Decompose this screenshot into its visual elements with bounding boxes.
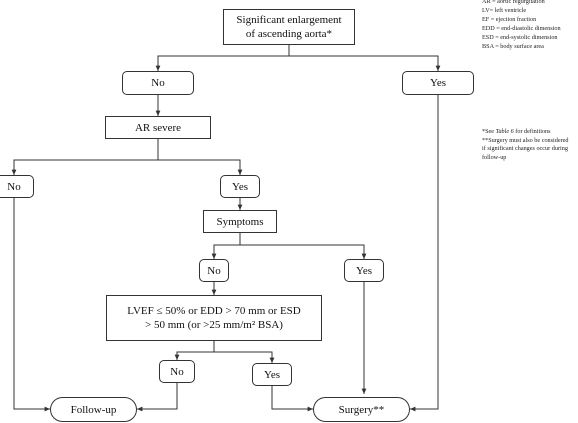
legend-item: EDD = end-diastolic dimension bbox=[482, 25, 561, 32]
connector-ar-to-no bbox=[14, 139, 158, 175]
node-lvef-line-2: > 50 mm (or >25 mm/m² BSA) bbox=[145, 319, 283, 331]
node-follow-up bbox=[50, 397, 137, 422]
node-aorta-enlargement bbox=[223, 9, 355, 45]
node-lvef-criteria bbox=[106, 295, 322, 341]
footnote-surgery-line: **Surgery must also be considered bbox=[482, 136, 569, 144]
connector-ar-to-yes bbox=[158, 160, 240, 175]
connector-aorta-to-yes bbox=[289, 56, 438, 71]
node-yes-top-label: Yes bbox=[429, 77, 446, 89]
connector-lvef-to-yes bbox=[214, 352, 272, 363]
node-surgery-label: Surgery** bbox=[338, 403, 385, 416]
footnote-see-prefix: *See bbox=[482, 128, 496, 135]
footnotes bbox=[482, 128, 569, 162]
footnote-table-reference bbox=[482, 128, 569, 137]
node-no-symptoms bbox=[199, 259, 229, 282]
legend-item: BSA = body surface area bbox=[482, 43, 544, 50]
footnote-surgery-line: follow-up bbox=[482, 153, 507, 161]
node-symptoms bbox=[203, 210, 277, 233]
connector-yes-bottom-to-surgery bbox=[272, 386, 313, 409]
node-symptoms-label: Symptoms bbox=[216, 215, 264, 228]
node-yes-symptoms-label: Yes bbox=[355, 264, 372, 277]
legend-item: EF = ejection fraction bbox=[482, 16, 537, 23]
node-no-top-label: No bbox=[151, 77, 165, 89]
node-yes-symptoms bbox=[344, 259, 384, 282]
node-yes-top bbox=[402, 71, 474, 95]
node-yes-mid-label: Yes bbox=[231, 180, 248, 193]
node-yes-bottom bbox=[252, 363, 292, 386]
node-yes-bottom-label: Yes bbox=[263, 368, 280, 381]
node-ar-severe bbox=[105, 116, 211, 139]
connector-no-left-to-follow-up bbox=[14, 198, 50, 409]
node-no-left bbox=[0, 175, 34, 198]
connector-symptoms-to-no bbox=[214, 233, 240, 259]
node-follow-up-label: Follow-up bbox=[70, 403, 117, 416]
connector-yes-top-to-surgery bbox=[410, 95, 438, 409]
legend-item: ESD = end-systolic dimension bbox=[482, 34, 558, 41]
node-no-top bbox=[122, 71, 194, 95]
node-no-left-label: No bbox=[7, 180, 21, 193]
legend-item: LV= left ventricle bbox=[482, 7, 527, 14]
footnote-surgery-line: if significant changes occur during bbox=[482, 145, 568, 152]
footnote-table-link: Table 6 bbox=[495, 128, 514, 135]
node-aorta-line-1: Significant enlargement bbox=[236, 14, 342, 26]
connector-symptoms-to-yes bbox=[240, 245, 364, 259]
node-ar-severe-label: AR severe bbox=[134, 121, 182, 134]
abbreviation-legend bbox=[482, 0, 561, 51]
node-no-symptoms-label: No bbox=[207, 264, 221, 277]
node-yes-mid bbox=[220, 175, 260, 198]
connector-lvef-to-no bbox=[177, 341, 214, 360]
connector-aorta-to-no bbox=[158, 45, 289, 71]
node-no-bottom bbox=[159, 360, 195, 383]
connector-no-bottom-to-follow-up bbox=[137, 383, 177, 409]
node-aorta-line-2: of ascending aorta* bbox=[245, 28, 333, 40]
node-surgery bbox=[313, 397, 410, 422]
footnote-see-suffix: for definitions bbox=[513, 128, 551, 135]
node-lvef-line-1: LVEF ≤ 50% or EDD > 70 mm or ESD bbox=[127, 305, 301, 317]
legend-item: AR = aortic regurgitation bbox=[482, 0, 545, 5]
node-no-bottom-label: No bbox=[170, 365, 184, 378]
